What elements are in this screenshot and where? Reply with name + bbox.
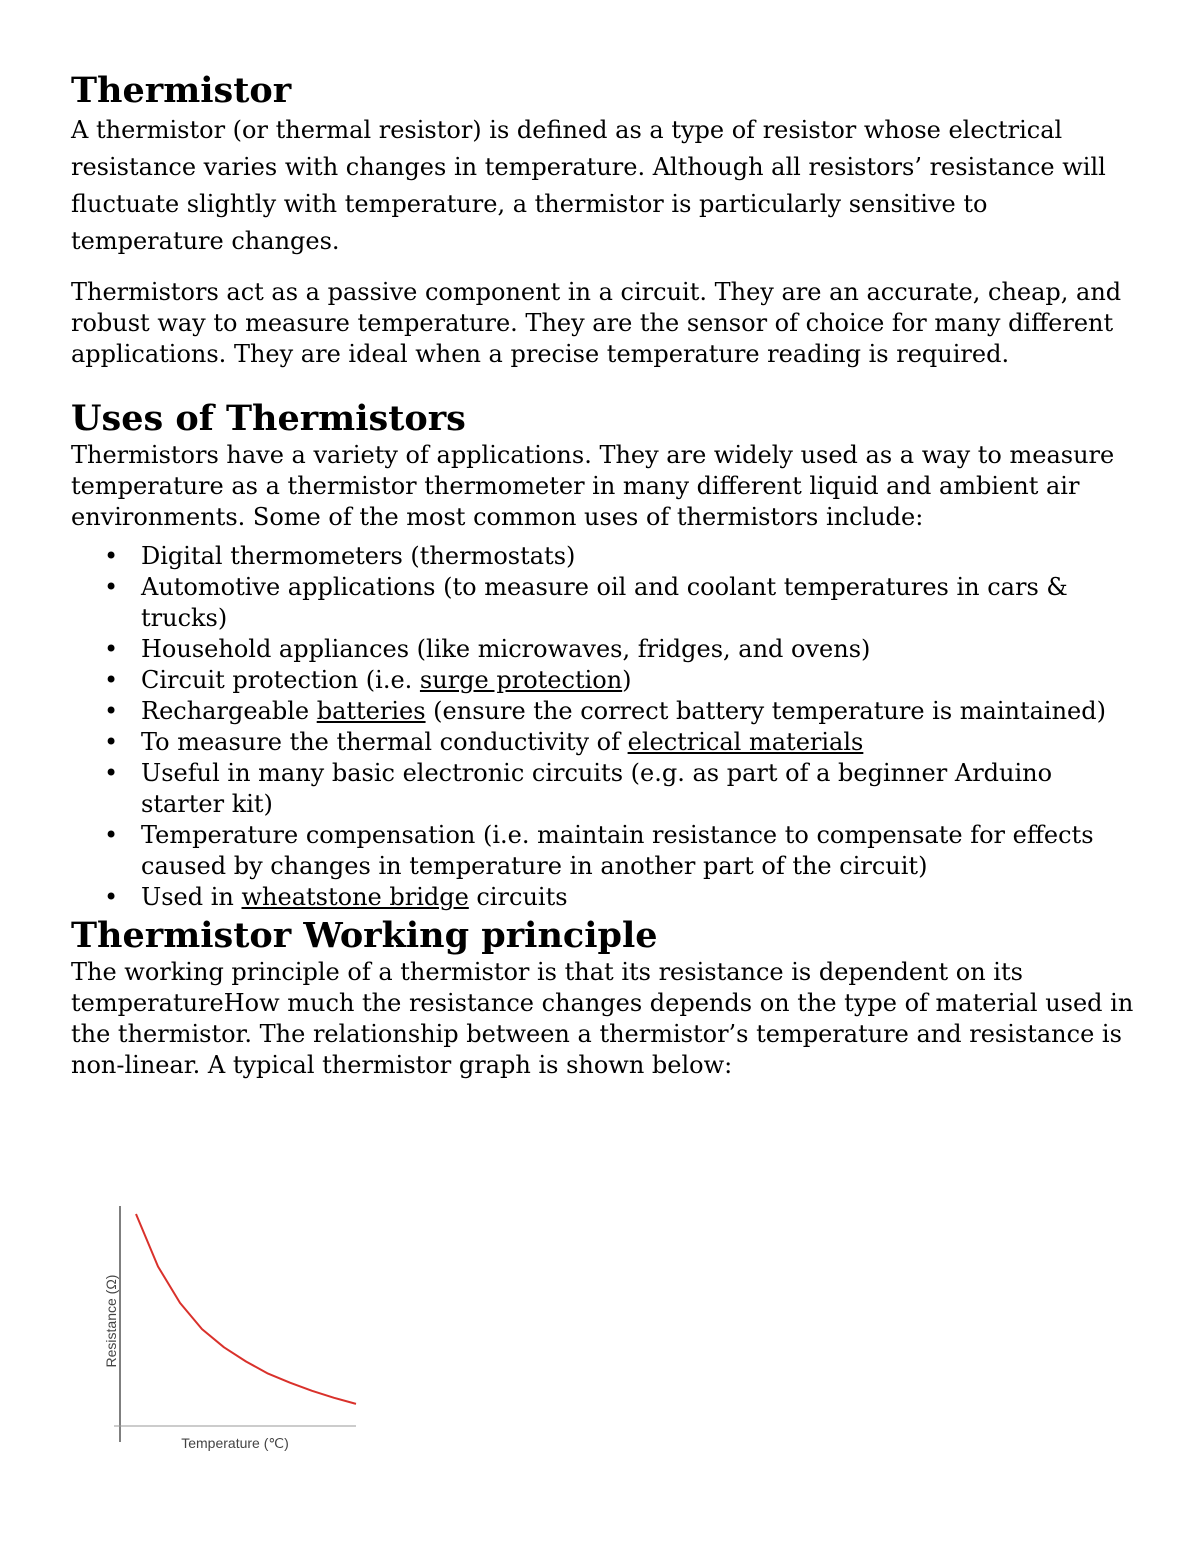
- list-item: [141, 634, 1141, 665]
- list-item-text: circuits: [468, 883, 568, 911]
- thermistor-graph: [98, 1200, 358, 1460]
- resistance-curve: [136, 1214, 356, 1404]
- list-item-text: Useful in many basic electronic circuits (e.g. as part of a beginner Arduino starter kit): [141, 759, 1053, 818]
- intro-paragraph-2: Thermistors act as a passive component in a circuit. They are an accurate, cheap, and robust way to measure temperature. They are the sensor of choice for many different applications. They are ideal when a precise temperature reading is required.: [71, 278, 1122, 368]
- document-page: [71, 70, 1141, 1081]
- list-item-text: ): [622, 666, 632, 694]
- list-item-text: Used in: [141, 883, 242, 911]
- list-item: [141, 820, 1141, 882]
- list-item-text: Temperature compensation (i.e. maintain resistance to compensate for effects caused by changes in temperature in another part of the circuit): [141, 821, 1094, 880]
- list-item-text: Household appliances (like microwaves, fridges, and ovens): [141, 635, 871, 663]
- uses-heading: Uses of Thermistors: [71, 398, 466, 439]
- list-item-link[interactable]: electrical materials: [627, 728, 864, 756]
- x-axis-label: Temperature (℃): [181, 1435, 289, 1451]
- uses-list: [71, 541, 1141, 913]
- page-title: Thermistor: [71, 70, 292, 111]
- list-item: [141, 572, 1141, 634]
- list-item-text: (ensure the correct battery temperature is maintained): [425, 697, 1106, 725]
- list-item: [141, 665, 1141, 696]
- list-item-text: Circuit protection (i.e.: [141, 666, 420, 694]
- list-item-text: Automotive applications (to measure oil and coolant temperatures in cars & trucks): [141, 573, 1068, 632]
- list-item: [141, 758, 1141, 820]
- list-item-text: Digital thermometers (thermostats): [141, 542, 576, 570]
- list-item: [141, 727, 1141, 758]
- list-item-link[interactable]: batteries: [316, 697, 426, 725]
- working-paragraph: The working principle of a thermistor is that its resistance is dependent on its temperatureHow much the resistance changes depends on the type of material used in the thermistor. The relationship between a thermistor’s temperature and resistance is non-linear. A typical thermistor graph is shown below:: [71, 958, 1134, 1079]
- list-item: [141, 541, 1141, 572]
- list-item-text: Rechargeable: [141, 697, 317, 725]
- list-item: [141, 696, 1141, 727]
- uses-paragraph: Thermistors have a variety of applications. They are widely used as a way to measure temperature as a thermistor thermometer in many different liquid and ambient air environments. Some of the most common uses of thermistors include:: [71, 441, 1115, 531]
- y-axis-label: Resistance (Ω): [103, 1274, 119, 1368]
- intro-paragraph-1: A thermistor (or thermal resistor) is defined as a type of resistor whose electrical resistance varies with changes in temperature. Although all resistors’ resistance will fluctuate slightly with temperature, a thermistor is particularly sensitive to temperature changes.: [71, 116, 1106, 255]
- list-item-text: To measure the thermal conductivity of: [141, 728, 628, 756]
- working-heading: Thermistor Working principle: [71, 915, 658, 956]
- list-item-link[interactable]: surge protection: [419, 666, 623, 694]
- list-item: [141, 882, 1141, 913]
- list-item-link[interactable]: wheatstone bridge: [241, 883, 469, 911]
